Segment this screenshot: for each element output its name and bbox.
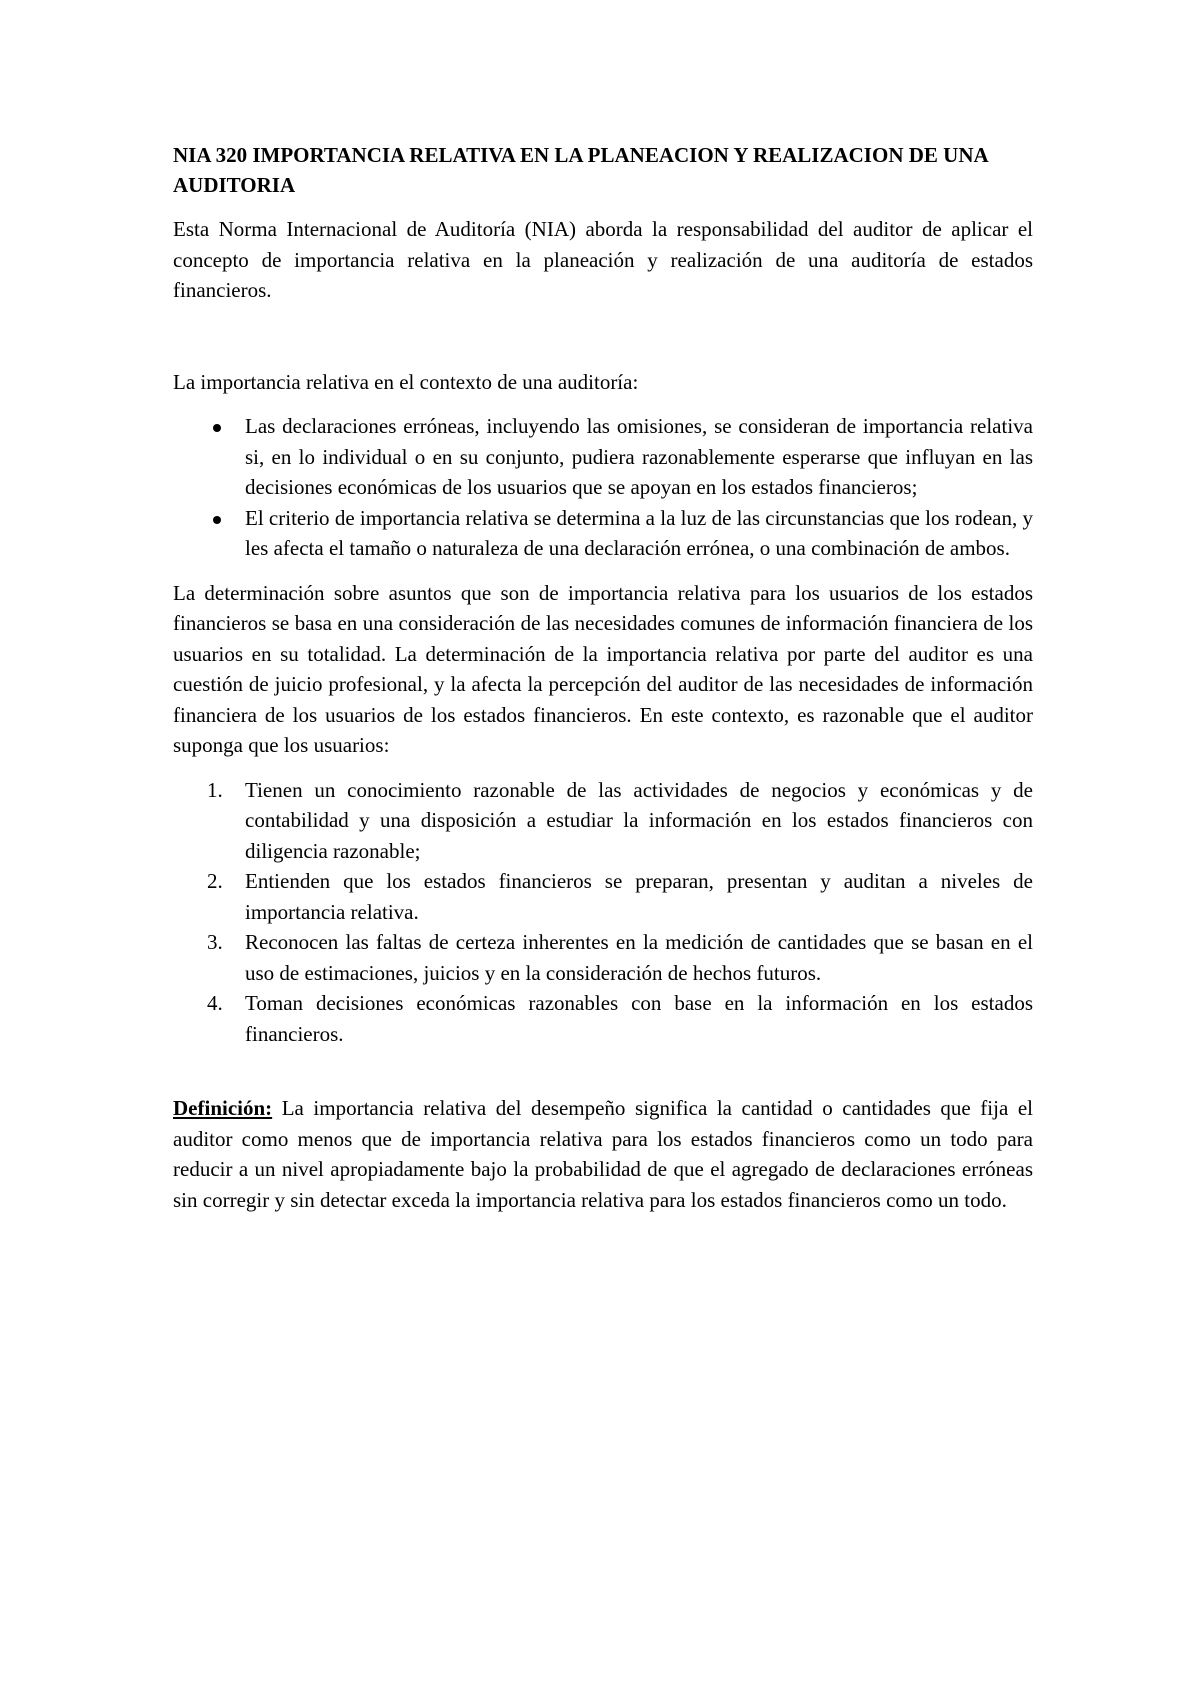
numbered-text: Entienden que los estados financieros se preparan, presentan y auditan a niveles de importancia relativa. bbox=[245, 869, 1033, 924]
intro-paragraph: Esta Norma Internacional de Auditoría (NIA) aborda la responsabilidad del auditor de aplicar el concepto de importancia relativa en la planeación y realización de una auditoría de estados financieros. bbox=[173, 217, 1033, 302]
bullet-list bbox=[173, 411, 1033, 564]
definition-text: La importancia relativa del desempeño significa la cantidad o cantidades que fija el auditor como menos que de importancia relativa para los estados financieros como un todo para reducir a un nivel apropiadamente bajo la probabilidad de que el agregado de declaraciones erróneas sin corregir y sin detectar exceda la importancia relativa para los estados financieros como un todo. bbox=[173, 1096, 1033, 1212]
document-title: NIA 320 IMPORTANCIA RELATIVA EN LA PLANEACION Y REALIZACION DE UNA AUDITORIA bbox=[173, 143, 988, 197]
numbered-item bbox=[173, 866, 1033, 927]
numbered-text: Tienen un conocimiento razonable de las actividades de negocios y económicas y de contabilidad y una disposición a estudiar la información en los estados financieros con diligencia razonable; bbox=[245, 777, 1033, 863]
numbered-item bbox=[173, 988, 1033, 1049]
bullet-icon bbox=[213, 424, 221, 432]
context-lead-paragraph: La importancia relativa en el contexto de una auditoría: bbox=[173, 369, 639, 394]
list-number: 4. bbox=[207, 991, 223, 1015]
bullet-item bbox=[173, 411, 1033, 503]
bullet-icon bbox=[213, 516, 221, 524]
numbered-text: Reconocen las faltas de certeza inherentes en la medición de cantidades que se basan en el uso de estimaciones, juicios y en la consideración de hechos futuros. bbox=[245, 930, 1033, 985]
document-body bbox=[173, 140, 1033, 1215]
numbered-list bbox=[173, 775, 1033, 1050]
definition-label: Definición: bbox=[173, 1096, 273, 1120]
bullet-text: Las declaraciones erróneas, incluyendo las omisiones, se consideran de importancia relativa si, en lo individual o en su conjunto, pudiera razonablemente esperarse que influyan en las decisiones económicas de los usuarios que se apoyan en los estados financieros; bbox=[245, 414, 1033, 499]
bullet-item bbox=[173, 503, 1033, 564]
users-paragraph: La determinación sobre asuntos que son de importancia relativa para los usuarios de los estados financieros se basa en una consideración de las necesidades comunes de información financiera de los usuarios en su totalidad. La determinación de la importancia relativa por parte del auditor es una cuestión de juicio profesional, y la afecta la percepción del auditor de las necesidades de información financiera de los usuarios de los estados financieros. En este contexto, es razonable que el auditor suponga que los usuarios: bbox=[173, 580, 1033, 757]
numbered-item bbox=[173, 775, 1033, 867]
definition-paragraph bbox=[173, 1093, 1033, 1215]
numbered-item bbox=[173, 927, 1033, 988]
numbered-text: Toman decisiones económicas razonables con base en la información en los estados financieros. bbox=[245, 991, 1033, 1046]
list-number: 1. bbox=[207, 777, 223, 802]
bullet-text: El criterio de importancia relativa se determina a la luz de las circunstancias que los rodean, y les afecta el tamaño o naturaleza de una declaración errónea, o una combinación de ambos. bbox=[245, 505, 1033, 560]
list-number: 2. bbox=[207, 869, 223, 893]
list-number: 3. bbox=[207, 930, 223, 954]
